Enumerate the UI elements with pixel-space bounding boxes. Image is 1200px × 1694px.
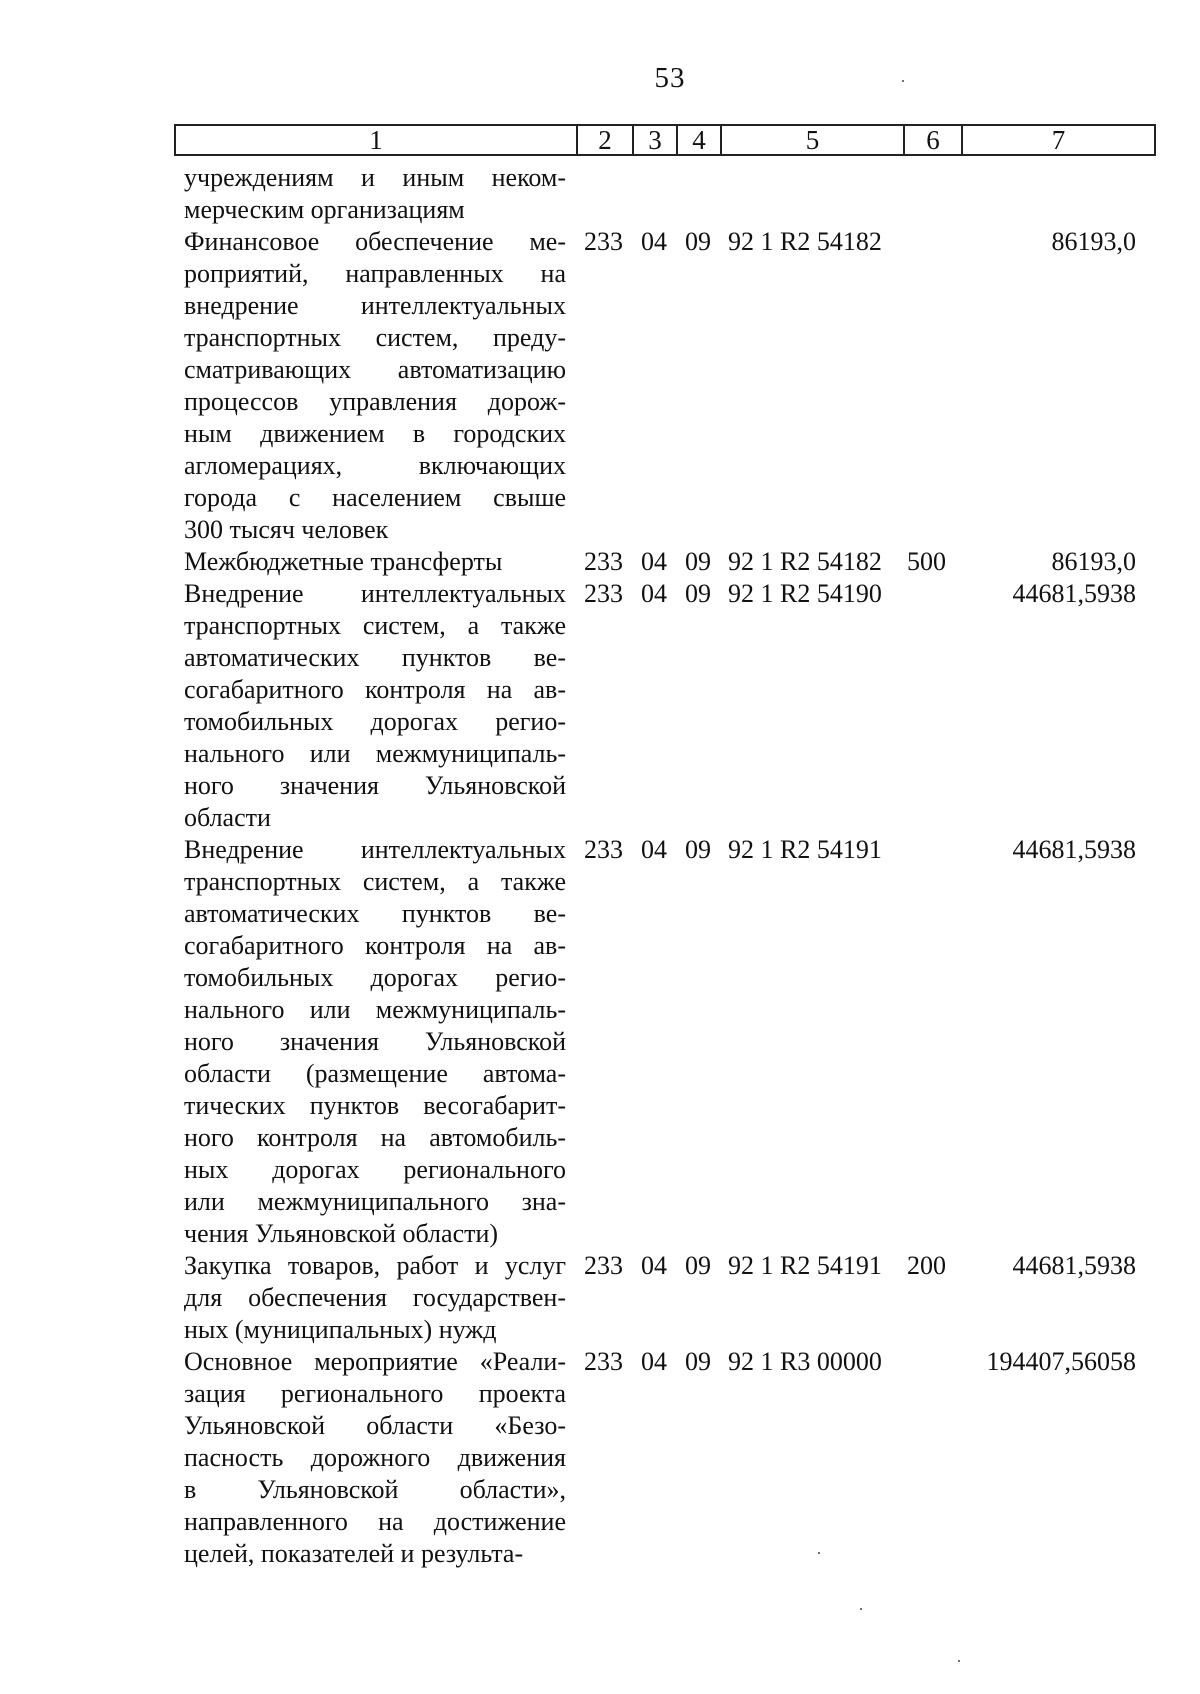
row-description <box>184 1250 566 1346</box>
header-cell-2: 2 <box>578 126 634 154</box>
header-cell-1: 1 <box>176 126 578 154</box>
header-cell-3: 3 <box>634 126 678 154</box>
description-line: для обеспечения государствен- <box>184 1283 566 1312</box>
description-line: ного значения Ульяновской <box>184 1027 566 1056</box>
description-line: 300 тысяч человек <box>184 515 389 544</box>
code-col-2: 233 <box>584 1251 623 1280</box>
description-line: города с населением свыше <box>184 483 566 512</box>
code-col-4: 09 <box>685 579 711 608</box>
description-line: или межмуниципального зна- <box>184 1187 566 1216</box>
description-line: мерческим организациям <box>184 195 465 224</box>
table-row <box>0 226 1200 546</box>
row-description <box>184 226 566 546</box>
description-line: процессов управления дорож- <box>184 387 566 416</box>
code-col-3: 04 <box>641 547 667 576</box>
description-line: автоматических пунктов ве- <box>184 899 566 928</box>
code-col-3: 04 <box>641 227 667 256</box>
description-line: области <box>184 803 271 832</box>
amount-cell: 44681,5938 <box>1012 835 1136 864</box>
code-col-2: 233 <box>584 1347 623 1376</box>
table-row <box>0 162 1200 226</box>
description-line: согабаритного контроля на ав- <box>184 931 566 960</box>
table-row <box>0 1250 1200 1346</box>
amount-cell: 194407,56058 <box>986 1347 1136 1376</box>
description-line: ных (муниципальных) нужд <box>184 1315 497 1344</box>
code-col-4: 09 <box>685 227 711 256</box>
code-col-6: 500 <box>907 547 946 576</box>
description-line: Ульяновской области «Безо- <box>184 1411 566 1440</box>
description-line: ным движением в городских <box>184 419 566 448</box>
amount-cell: 86193,0 <box>1051 227 1136 256</box>
scan-speck <box>958 1660 960 1662</box>
description-line: сматривающих автоматизацию <box>184 355 566 384</box>
header-cell-7: 7 <box>1051 124 1066 155</box>
description-line: Межбюджетные трансферты <box>184 547 503 576</box>
description-line: автоматических пунктов ве- <box>184 643 566 672</box>
description-line: направленного на достижение <box>184 1507 566 1536</box>
amount-cell: 44681,5938 <box>1012 1251 1136 1280</box>
description-line: зация регионального проекта <box>184 1379 566 1408</box>
scan-speck <box>860 1608 862 1610</box>
description-line: учреждениям и иным неком- <box>184 163 566 192</box>
description-line: нального или межмуниципаль- <box>184 995 566 1024</box>
amount-cell: 86193,0 <box>1051 547 1136 576</box>
row-description <box>184 1346 566 1570</box>
row-description <box>184 578 566 834</box>
description-line: Основное мероприятие «Реали- <box>184 1347 566 1376</box>
description-line: тических пунктов весогабарит- <box>184 1091 566 1120</box>
header-cell-5: 5 <box>722 126 905 154</box>
table-header-row <box>174 124 1156 156</box>
description-line: ного контроля на автомобиль- <box>184 1123 566 1152</box>
scan-speck <box>902 80 904 82</box>
table-row <box>0 546 1200 578</box>
code-col-5: 92 1 R2 54191 <box>728 1251 882 1280</box>
code-col-2: 233 <box>584 579 623 608</box>
description-line: согабаритного контроля на ав- <box>184 675 566 704</box>
code-col-5: 92 1 R3 00000 <box>728 1347 882 1376</box>
description-line: в Ульяновской области», <box>184 1475 566 1504</box>
description-line: области (размещение автома- <box>184 1059 566 1088</box>
code-col-4: 09 <box>685 835 711 864</box>
code-col-4: 09 <box>685 1251 711 1280</box>
table-row <box>0 1346 1200 1570</box>
description-line: чения Ульяновской области) <box>184 1219 499 1248</box>
description-line: транспортных систем, а также <box>184 611 566 640</box>
code-col-3: 04 <box>641 1347 667 1376</box>
description-line: роприятий, направленных на <box>184 259 566 288</box>
description-line: Внедрение интеллектуальных <box>184 579 566 608</box>
description-line: нального или межмуниципаль- <box>184 739 566 768</box>
page-number: 53 <box>654 62 686 94</box>
row-description <box>184 162 566 226</box>
code-col-2: 233 <box>584 835 623 864</box>
header-cell-6: 6 <box>905 126 963 154</box>
code-col-5: 92 1 R2 54190 <box>728 579 882 608</box>
description-line: Финансовое обеспечение ме- <box>184 227 566 256</box>
row-description <box>184 834 566 1250</box>
table-body <box>0 162 1200 1570</box>
code-col-2: 233 <box>584 227 623 256</box>
description-line: целей, показателей и результа- <box>184 1539 524 1568</box>
code-col-2: 233 <box>584 547 623 576</box>
code-col-6: 200 <box>907 1251 946 1280</box>
row-description <box>184 546 566 578</box>
description-line: пасность дорожного движения <box>184 1443 566 1472</box>
description-line: агломерациях, включающих <box>184 451 566 480</box>
header-cell-4: 4 <box>678 126 722 154</box>
code-col-4: 09 <box>685 547 711 576</box>
code-col-3: 04 <box>641 835 667 864</box>
description-line: ных дорогах регионального <box>184 1155 566 1184</box>
table-row <box>0 578 1200 834</box>
description-line: Закупка товаров, работ и услуг <box>184 1251 566 1280</box>
description-line: транспортных систем, а также <box>184 867 566 896</box>
code-col-5: 92 1 R2 54182 <box>728 227 882 256</box>
table-row <box>0 834 1200 1250</box>
description-line: транспортных систем, преду- <box>184 323 566 352</box>
description-line: внедрение интеллектуальных <box>184 291 566 320</box>
description-line: томобильных дорогах регио- <box>184 963 566 992</box>
code-col-3: 04 <box>641 1251 667 1280</box>
code-col-4: 09 <box>685 1347 711 1376</box>
code-col-5: 92 1 R2 54182 <box>728 547 882 576</box>
amount-cell: 44681,5938 <box>1012 579 1136 608</box>
code-col-3: 04 <box>641 579 667 608</box>
description-line: Внедрение интеллектуальных <box>184 835 566 864</box>
description-line: томобильных дорогах регио- <box>184 707 566 736</box>
description-line: ного значения Ульяновской <box>184 771 566 800</box>
code-col-5: 92 1 R2 54191 <box>728 835 882 864</box>
